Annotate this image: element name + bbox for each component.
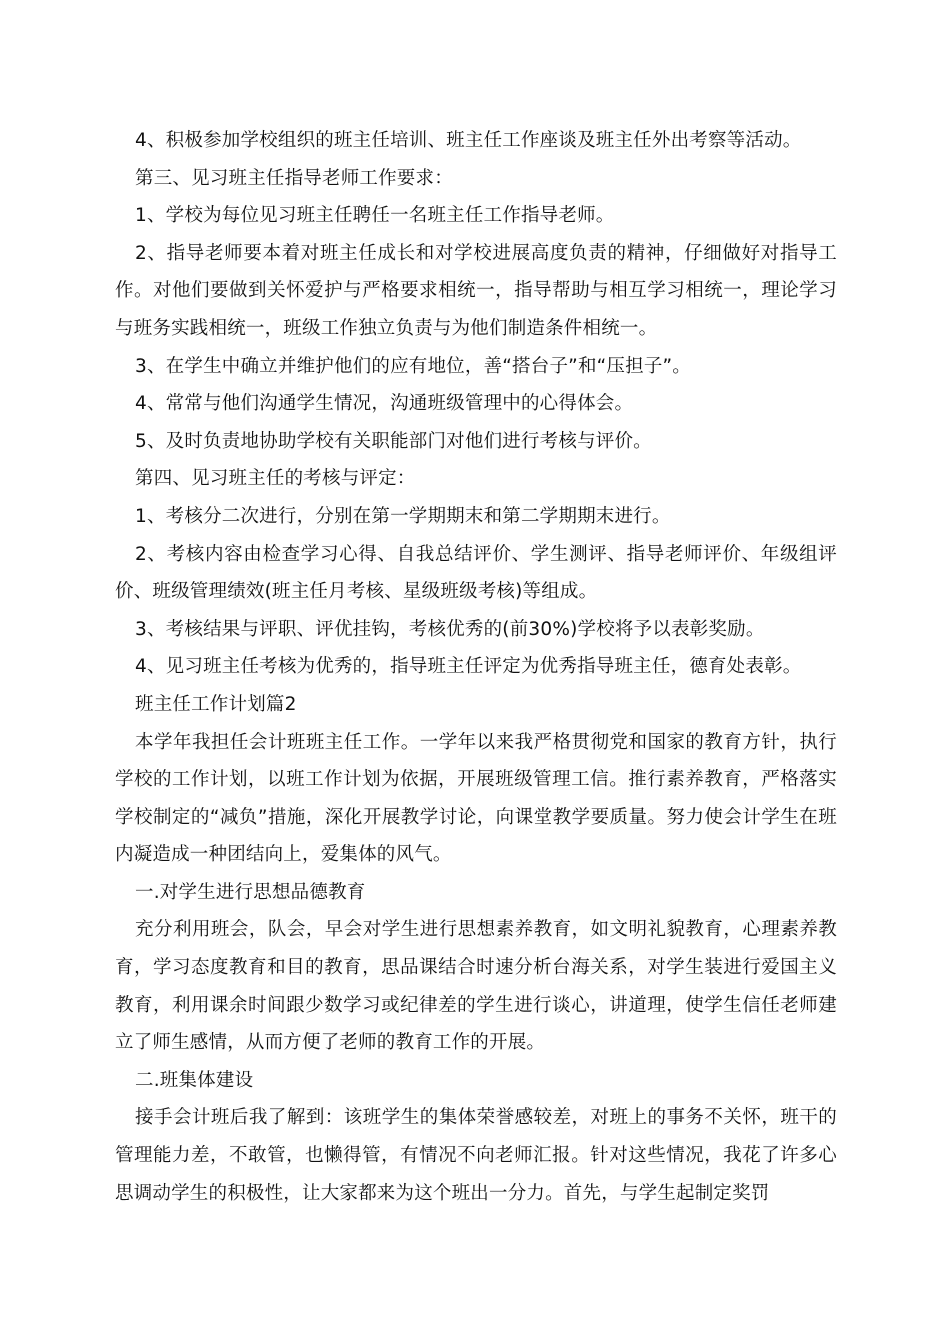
section-heading-3: 第三、见习班主任指导老师工作要求：	[135, 167, 453, 189]
paragraph-2: 1、学校为每位见习班主任聘任一名班主任工作指导老师。	[135, 205, 615, 227]
paragraph-9: 3、考核结果与评职、评优挂钩，考核优秀的(前30%)学校将予以表彰奖励。	[135, 618, 765, 640]
paragraph-3: 2、指导老师要本着对班主任成长和对学校进展高度负责的精神，仔细做好对指导工作。对他们要做到关怀爱护与严格要求相统一，指导帮助与相互学习相统一，理论学习与班务实践相统一，班级工作独立负责与为他们制造条件相统一。	[115, 242, 837, 339]
document-page	[115, 122, 837, 1212]
paragraph-4: 3、在学生中确立并维护他们的应有地位，善“搭台子”和“压担子”。	[135, 355, 692, 377]
paragraph-8: 2、考核内容由检查学习心得、自我总结评价、学生测评、指导老师评价、年级组评价、班级管理绩效(班主任月考核、星级班级考核)等组成。	[115, 543, 837, 603]
paragraph-10: 4、见习班主任考核为优秀的，指导班主任评定为优秀指导班主任，德育处表彰。	[135, 656, 802, 678]
subheading-2: 二.班集体建设	[135, 1069, 254, 1091]
chapter-title: 班主任工作计划篇2	[135, 693, 297, 715]
paragraph-13: 接手会计班后我了解到：该班学生的集体荣誉感较差，对班上的事务不关怀，班干的管理能力差，不敢管，也懒得管，有情况不向老师汇报。针对这些情况，我花了许多心思调动学生的积极性，让大家都来为这个班出一分力。首先，与学生起制定奖罚	[115, 1107, 837, 1204]
paragraph-1: 4、积极参加学校组织的班主任培训、班主任工作座谈及班主任外出考察等活动。	[135, 130, 802, 151]
paragraph-12: 充分利用班会，队会，早会对学生进行思想素养教育，如文明礼貌教育，心理素养教育，学习态度教育和目的教育，思品课结合时速分析台海关系，对学生装进行爱国主义教育，利用课余时间跟少数学习或纪律差的学生进行谈心，讲道理，使学生信任老师建立了师生感情，从而方便了老师的教育工作的开展。	[115, 919, 837, 1054]
subheading-1: 一.对学生进行思想品德教育	[135, 881, 366, 903]
paragraph-6: 5、及时负责地协助学校有关职能部门对他们进行考核与评价。	[135, 430, 652, 452]
section-heading-4: 第四、见习班主任的考核与评定：	[135, 468, 416, 490]
paragraph-5: 4、常常与他们沟通学生情况，沟通班级管理中的心得体会。	[135, 393, 634, 415]
paragraph-7: 1、考核分二次进行，分别在第一学期期末和第二学期期末进行。	[135, 505, 671, 527]
paragraph-11: 本学年我担任会计班班主任工作。一学年以来我严格贯彻党和国家的教育方针，执行学校的工作计划，以班工作计划为依据，开展班级管理工信。推行素养教育，严格落实学校制定的“减负”措施，深化开展教学讨论，向课堂教学要质量。努力使会计学生在班内凝造成一种团结向上，爱集体的风气。	[115, 731, 837, 866]
